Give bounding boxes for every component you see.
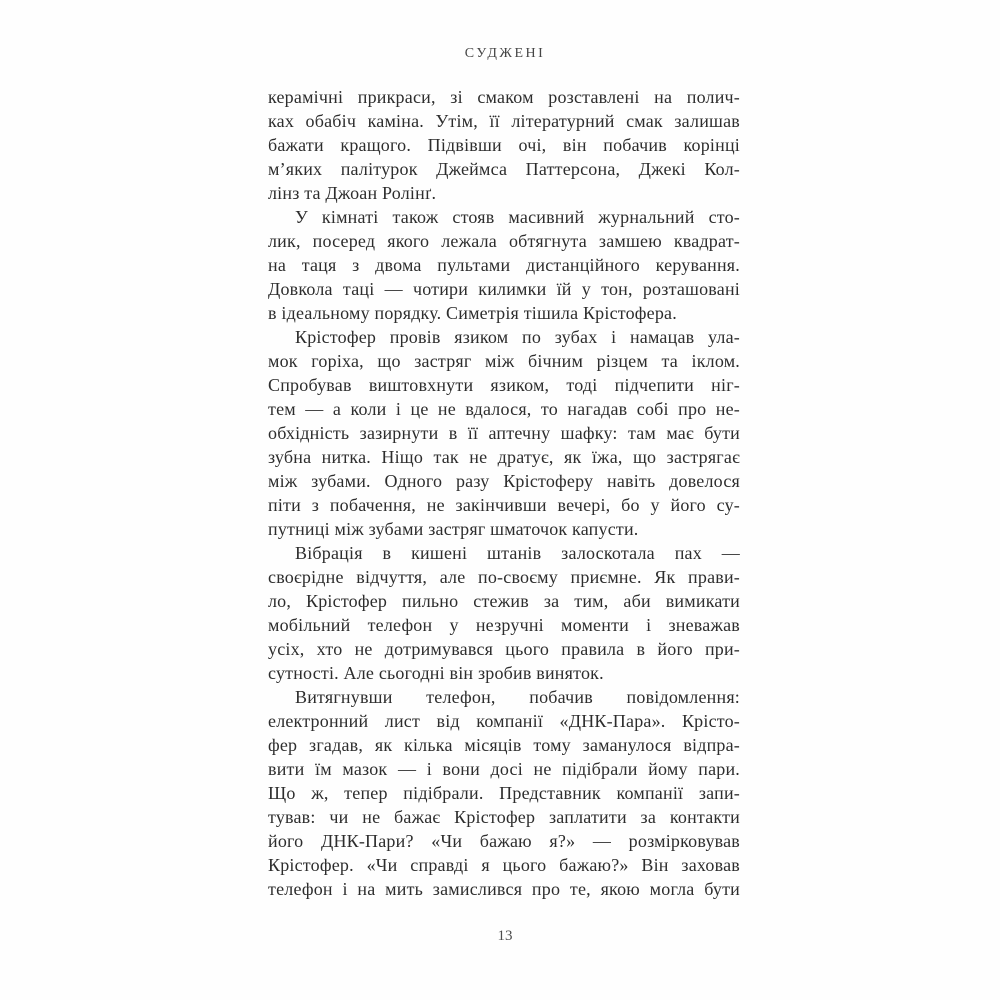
text-line: Крістофер. «Чи справді я цього бажаю?» Він заховав	[268, 855, 740, 875]
text-line: ках обабіч каміна. Утім, її літературний смак залишав	[268, 111, 740, 131]
text-line: У кімнаті також стояв масивний журнальний сто-	[295, 207, 740, 227]
text-line: лінз та Джоан Ролінґ.	[268, 183, 437, 203]
text-line: мобільний телефон у незручні моменти і зневажав	[268, 615, 740, 635]
text-line: м’яких палітурок Джеймса Паттерсона, Джекі Кол-	[268, 159, 740, 179]
text-line: електронний лист від компанії «ДНК-Пара». Крісто-	[268, 711, 740, 731]
text-line: його ДНК-Пари? «Чи бажаю я?» — розмірковував	[268, 831, 740, 851]
paragraph	[268, 325, 740, 541]
text-line: між зубами. Одного разу Крістоферу навіть довелося	[268, 471, 740, 491]
text-line: тем — а коли і це не вдалося, то нагадав собі про не-	[268, 399, 740, 419]
page-number: 13	[497, 928, 513, 944]
text-line: Що ж, тепер підібрали. Представник компанії запи-	[268, 783, 740, 803]
text-line: сутності. Але сьогодні він зробив виняток.	[268, 663, 604, 683]
text-line: піти з побачення, не закінчивши вечері, бо у його су-	[268, 495, 740, 515]
text-line: бажати кращого. Підвівши очі, він побачив корінці	[268, 135, 740, 155]
text-line: ло, Крістофер пильно стежив за тим, аби вимикати	[268, 591, 740, 611]
text-line: керамічні прикраси, зі смаком розставлені на полич-	[268, 87, 740, 107]
paragraph	[268, 205, 740, 325]
paragraph	[268, 85, 740, 205]
text-line: фер згадав, як кілька місяців тому заманулося відпра-	[268, 735, 740, 755]
text-line: лик, посеред якого лежала обтягнута замшею квадрат-	[268, 231, 740, 251]
text-line: мок горіха, що застряг між бічним різцем та іклом.	[268, 351, 740, 371]
text-line: Вібрація в кишені штанів залоскотала пах —	[295, 543, 740, 563]
text-line: Крістофер провів язиком по зубах і намацав ула-	[295, 327, 740, 347]
text-line: Спробував виштовхнути язиком, тоді підчепити ніг-	[268, 375, 740, 395]
text-line: вити їм мазок — і вони досі не підібрали йому пари.	[268, 759, 740, 779]
paragraph	[268, 685, 740, 901]
text-line: усіх, хто не дотримувався цього правила в його при-	[268, 639, 740, 659]
text-line: Витягнувши телефон, побачив повідомлення:	[295, 687, 740, 707]
running-header: СУДЖЕНІ	[464, 46, 546, 61]
paragraph	[268, 541, 740, 685]
text-line: телефон і на мить замислився про те, якою могла бути	[268, 879, 740, 899]
text-line: тував: чи не бажає Крістофер заплатити за контакти	[268, 807, 740, 827]
text-line: Довкола таці — чотири килимки їй у тон, розташовані	[268, 279, 740, 299]
body-text	[268, 85, 740, 901]
text-line: в ідеальному порядку. Симетрія тішила Крістофера.	[268, 303, 677, 323]
text-line: обхідність зазирнути в її аптечну шафку: там має бути	[268, 423, 740, 443]
text-line: своєрідне відчуття, але по-своєму приємне. Як прави-	[268, 567, 740, 587]
text-line: путниці між зубами застряг шматочок капусти.	[268, 519, 639, 539]
text-line: на таця з двома пультами дистанційного керування.	[268, 255, 740, 275]
text-line: зубна нитка. Ніщо так не дратує, як їжа, що застрягає	[268, 447, 740, 467]
